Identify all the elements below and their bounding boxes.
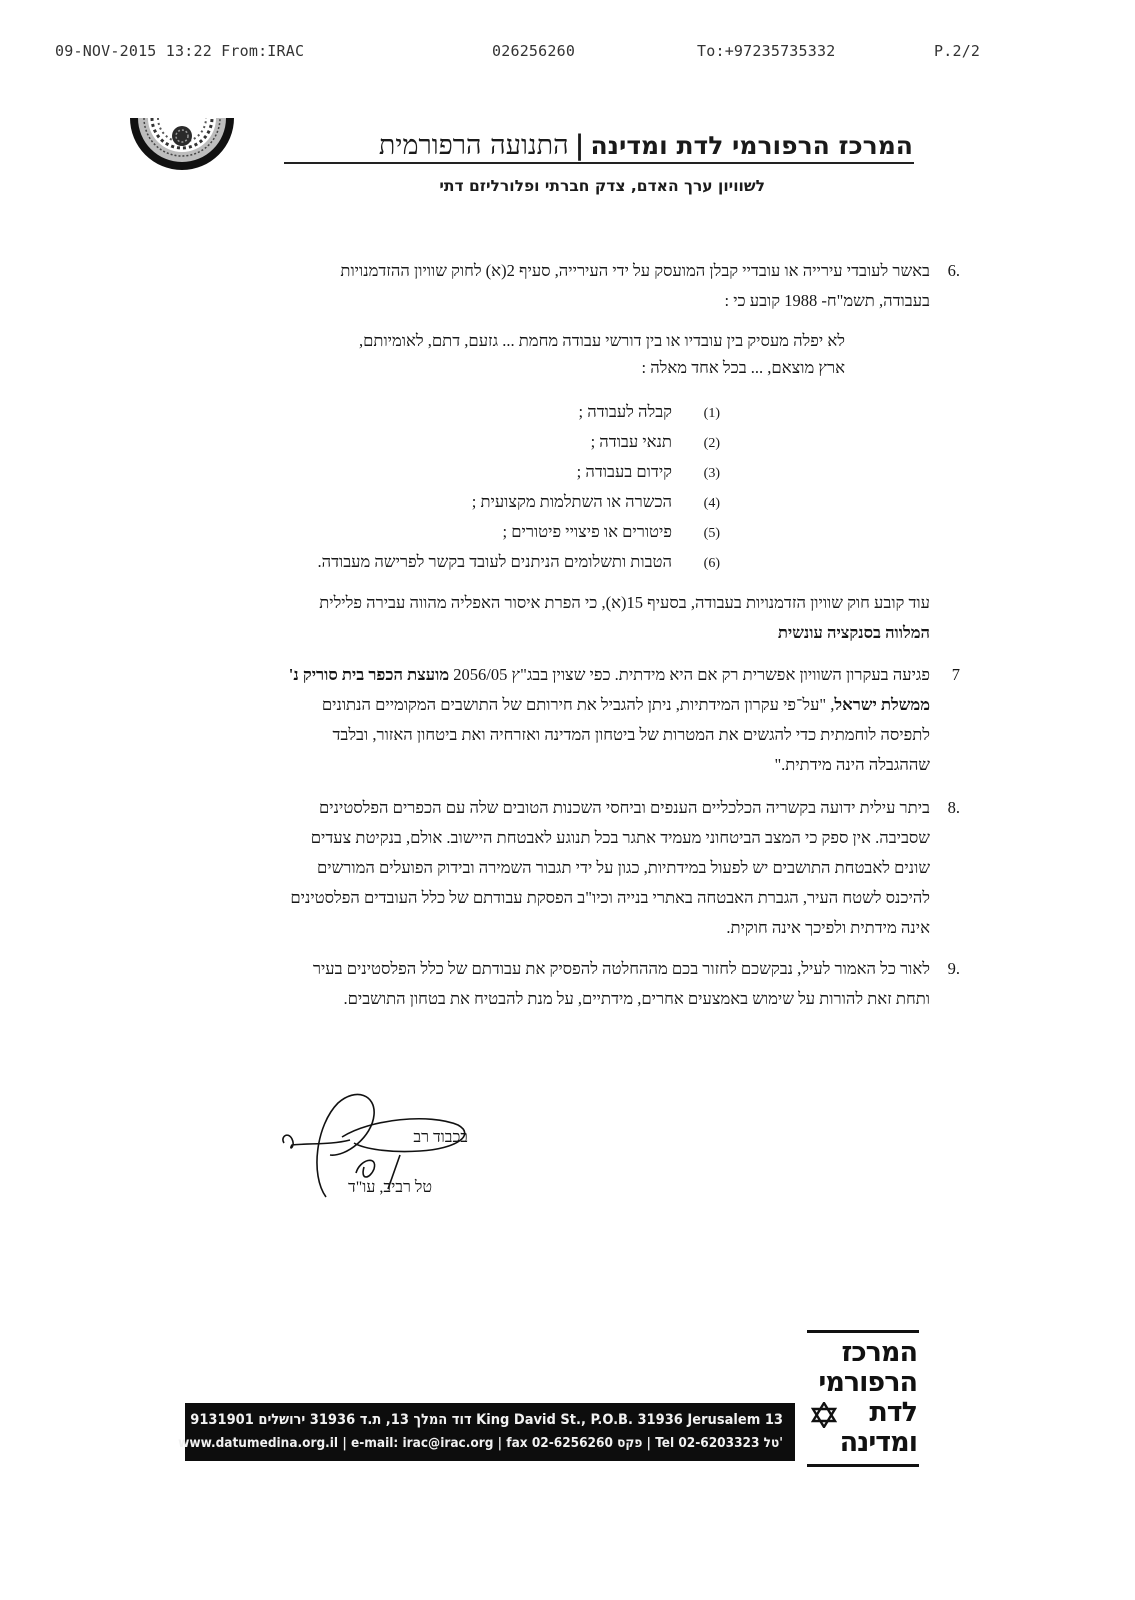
list-item (317, 547, 720, 577)
logo-rule-bottom (807, 1464, 919, 1467)
paragraph-9 (225, 954, 960, 1014)
list-item-number: (5) (703, 526, 720, 541)
list-item (317, 487, 720, 517)
org-name-regular: התנועה הרפורמית (378, 130, 569, 161)
paragraph-number: 8. (947, 798, 960, 817)
paragraph-line: שונים לאבטחת התושבים יש לפעול במידתיות, כגון על ידי תגבור השמירה ובידוק הפועלים המורשים (316, 858, 930, 877)
paragraph-line: עוד קובע חוק שוויון הזדמנויות בעבודה, בסעיף 15(א), כי הפרת איסור האפליה מהווה עבירה פלילית (319, 593, 930, 612)
paragraph-line: באשר לעובדי עירייה או עובדיי קבלן המועסק על ידי העירייה, סעיף 2(א) לחוק שוויון ההזדמנויות (340, 261, 930, 280)
case-name: ממשלת ישראל (834, 695, 930, 714)
case-name: מועצת הכפר בית סוריק נ' (288, 665, 450, 684)
list-item-number: (3) (703, 466, 720, 481)
quote-line: ארץ מוצאם, ... בכל אחד מאלה : (641, 358, 845, 377)
paragraph-line: ביתר עילית ידועה בקשריה הכלכליים הענפים וביחסי השכנות הטובים שלה עם הכפרים הפלסטינים (319, 798, 930, 817)
signature-closing: בכבוד רב (413, 1129, 468, 1146)
paragraph-6-continuation (225, 588, 930, 648)
list-item-number: (1) (703, 406, 720, 421)
line-text: פגיעה בעקרון השוויון אפשרית רק אם היא מידתית. כפי שצוין בבג"ץ 2056/05 (449, 665, 930, 684)
paragraph-line: לתפיסה לוחמתית כדי להגשים את המטרות של ביטחון המדינה ואזרחיה ואת ביטחון האזור, ובלבד (332, 725, 930, 744)
paragraph-line: להיכנס לשטח העיר, הגברת האבטחה באתרי בנייה וכיו"ב הפסקת עבודתם של כלל העובדים הפלסטינים (290, 888, 930, 907)
line-text: , "על־פי עקרון המידתיות, ניתן להגביל את חירותם של התושבים המקומיים הנתונים (321, 695, 835, 714)
logo-word: ומדינה (839, 1427, 917, 1458)
paragraph-line (225, 660, 930, 690)
paragraph-line: המלווה בסנקציה עונשית (777, 623, 930, 642)
footer-contact: www.datumedina.org.il | e-mail: irac@irac.org | fax 02-6256260 פקס | Tel 02-6203323 טל' (178, 1435, 783, 1451)
letterhead-tagline: לשוויון ערך האדם, צדק חברתי ופלורליזם דתי (439, 177, 765, 195)
logo-word: לדת (869, 1397, 917, 1428)
paragraph-line: לאור כל האמור לעיל, נבקשכם לחזור בכם מההחלטה להפסיק את עבודתם של כלל הפלסטינים בעיר (312, 959, 930, 978)
list-item-number: (2) (703, 436, 720, 451)
list-item (317, 457, 720, 487)
footer-contact-bar (178, 1403, 795, 1461)
list-item-number: (6) (703, 556, 720, 571)
footer-address: דוד המלך 13, ת.ד 31936 ירושלים 9131901 King David St., P.O.B. 31936 Jerusalem 13 (190, 1412, 783, 1428)
paragraph-8 (225, 793, 960, 943)
paragraph-number: 7 (951, 665, 960, 684)
logo-rule-top (807, 1330, 919, 1333)
fax-header (0, 42, 1135, 64)
list-item-text: קבלה לעבודה ; (578, 402, 672, 421)
list-item-text: הטבות ותשלומים הניתנים לעובד בקשר לפרישה מעבודה. (317, 552, 672, 571)
law-quote (285, 327, 845, 381)
paragraph-line: שההגבלה הינה מידתית." (774, 755, 930, 774)
list-item-number: (4) (703, 496, 720, 511)
star-of-david-icon (811, 1402, 837, 1428)
signature-block (280, 1085, 490, 1200)
letterhead-rule (284, 162, 914, 164)
title-separator: | (574, 130, 585, 161)
list-item-text: הכשרה או השתלמות מקצועית ; (471, 492, 672, 511)
logo-word: הרפורמי (818, 1367, 917, 1398)
logo-word: המרכז (841, 1337, 917, 1368)
paragraph-7 (225, 660, 960, 780)
fax-recipient: To:+97235735332 (697, 42, 836, 60)
paragraph-line: ותחת זאת להורות על שימוש באמצעים אחרים, מידתיים, על מנת להבטיח את בטחון התושבים. (343, 989, 930, 1008)
list-item (317, 427, 720, 457)
list-item (317, 397, 720, 427)
list-item (317, 517, 720, 547)
paragraph-line (225, 690, 930, 720)
quote-line: לא יפלה מעסיק בין עובדיו או בין דורשי עבודה מחמת ... גזעם, דתם, לאומיותם, (358, 331, 845, 350)
paragraph-number: 6. (947, 261, 960, 280)
list-item-text: תנאי עבודה ; (590, 432, 672, 451)
fax-page-number: P.2/2 (934, 42, 981, 60)
semicircle-emblem-icon (128, 112, 236, 188)
signatory-name: טל רביב, עו"ד (348, 1179, 432, 1196)
paragraph-line: אינה מידתית ולפיכך אינה חוקית. (726, 918, 930, 937)
paragraph-6 (225, 256, 960, 316)
paragraph-line: שסביבה. אין ספק כי המצב הביטחוני מעמיד אתגר בכל תנוגע לאבטחת היישוב. אולם, בנקיטת צעדים (310, 828, 930, 847)
footer-logo (807, 1330, 919, 1500)
fax-datetime-from: 09-NOV-2015 13:22 From:IRAC (55, 42, 305, 60)
paragraph-line: בעבודה, תשמ"ח- 1988 קובע כי : (724, 291, 930, 310)
org-name-bold: המרכז הרפורמי לדת ומדינה (590, 131, 913, 160)
list-item-text: קידום בעבודה ; (576, 462, 672, 481)
list-item-text: פיטורים או פיצויי פיטורים ; (502, 522, 672, 541)
fax-number: 026256260 (492, 42, 576, 60)
paragraph-number: 9. (947, 959, 960, 978)
law-list (317, 397, 720, 577)
letterhead-title (379, 130, 913, 161)
